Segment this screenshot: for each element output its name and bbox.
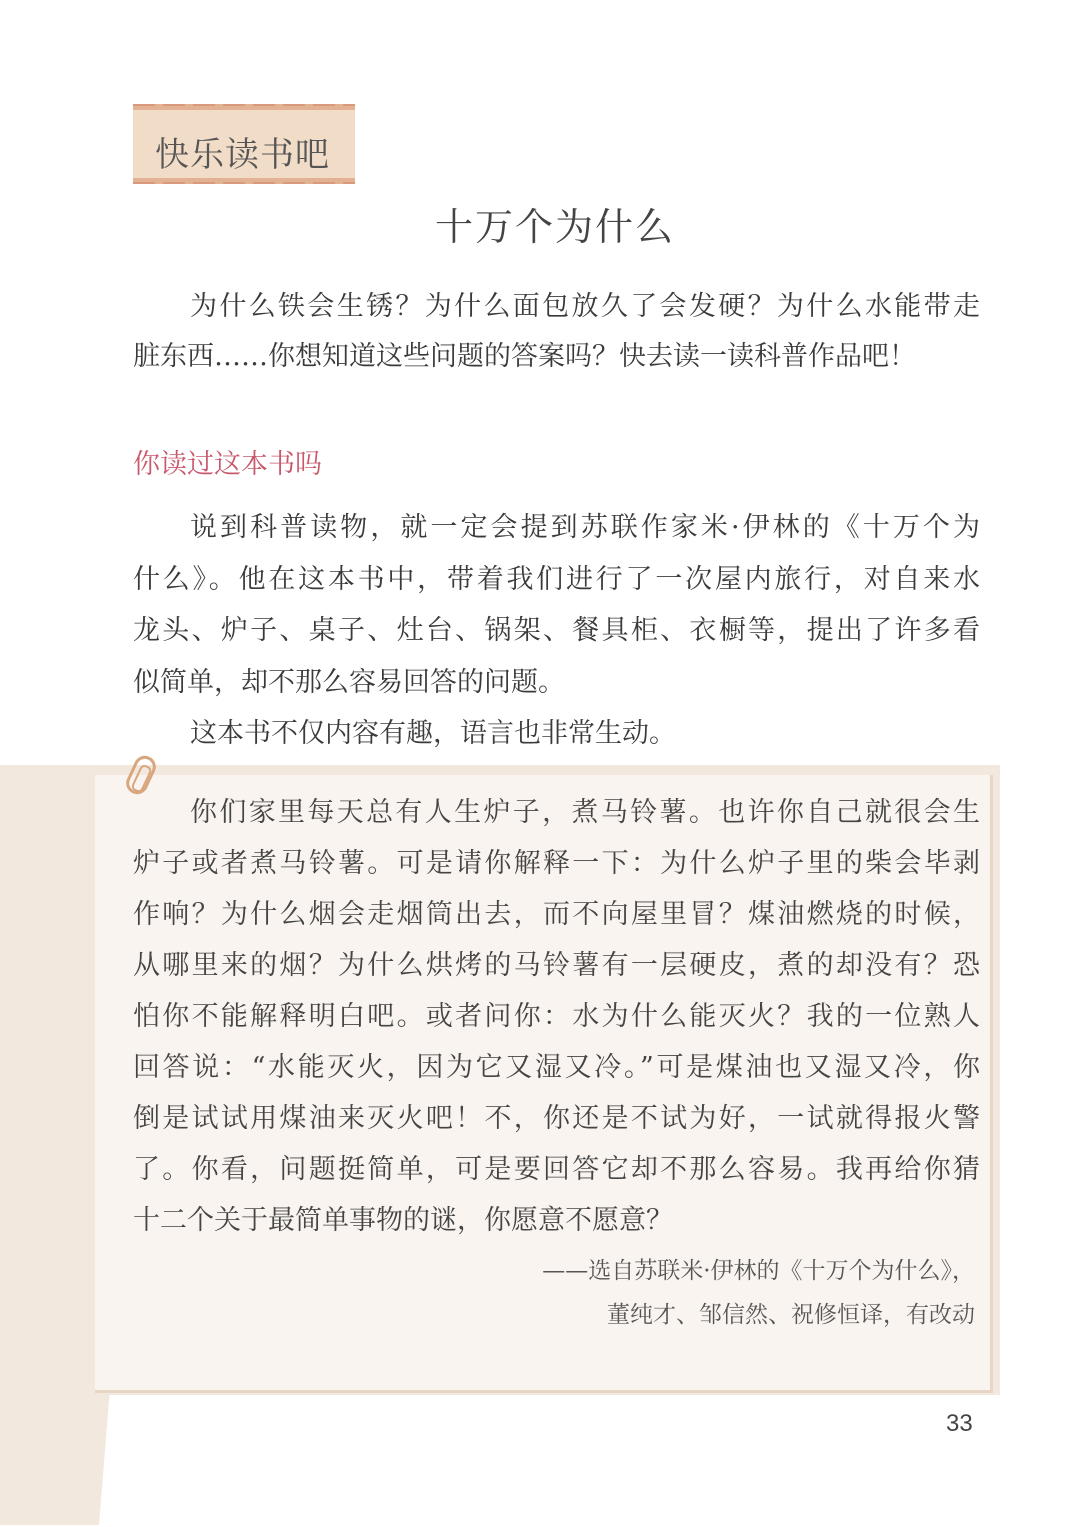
quote-line: 作响？为什么烟会走烟筒出去，而不向屋里冒？煤油燃烧的时候， bbox=[133, 899, 980, 930]
quote-tab bbox=[0, 765, 110, 1525]
paragraph-line: 这本书不仅内容有趣，语言也非常生动。 bbox=[190, 718, 676, 749]
paragraph-line: 说到科普读物，就一定会提到苏联作家米·伊林的《十万个为 bbox=[190, 512, 980, 543]
paragraph-line: 什么》。他在这本书中，带着我们进行了一次屋内旅行，对自来水 bbox=[133, 564, 980, 595]
quote-line: 回答说：“水能灭火，因为它又湿又冷。”可是煤油也又湿又冷，你 bbox=[133, 1052, 980, 1083]
section-banner bbox=[133, 104, 355, 184]
quote-line: 了。你看，问题挺简单，可是要回答它却不那么容易。我再给你猜 bbox=[133, 1154, 980, 1185]
intro-line: 脏东西……你想知道这些问题的答案吗？快去读一读科普作品吧！ bbox=[133, 341, 916, 372]
subheading: 你读过这本书吗 bbox=[133, 449, 322, 480]
intro-line: 为什么铁会生锈？为什么面包放久了会发硬？为什么水能带走 bbox=[190, 291, 980, 322]
quote-line: 你们家里每天总有人生炉子，煮马铃薯。也许你自己就很会生 bbox=[190, 797, 980, 828]
quote-line: 倒是试试用煤油来灭火吧！不，你还是不试为好，一试就得报火警 bbox=[133, 1103, 980, 1134]
quote-line: 炉子或者煮马铃薯。可是请你解释一下：为什么炉子里的柴会毕剥 bbox=[133, 848, 980, 879]
banner-label: 快乐读书吧 bbox=[155, 135, 330, 175]
quote-line: 怕你不能解释明白吧。或者问你：水为什么能灭火？我的一位熟人 bbox=[133, 1001, 980, 1032]
paragraph-line: 似简单，却不那么容易回答的问题。 bbox=[133, 667, 565, 698]
quote-line: 十二个关于最简单事物的谜，你愿意不愿意？ bbox=[133, 1205, 673, 1236]
paragraph-line: 龙头、炉子、桌子、灶台、锅架、餐具柜、衣橱等，提出了许多看 bbox=[133, 615, 980, 646]
page-number: 33 bbox=[946, 1410, 973, 1437]
attribution-line: ——选自苏联米·伊林的《十万个为什么》， bbox=[542, 1258, 975, 1284]
attribution-line: 董纯才、邹信然、祝修恒译，有改动 bbox=[607, 1302, 975, 1328]
page-title: 十万个为什么 bbox=[434, 205, 675, 249]
quote-line: 从哪里来的烟？为什么烘烤的马铃薯有一层硬皮，煮的却没有？恐 bbox=[133, 950, 980, 981]
